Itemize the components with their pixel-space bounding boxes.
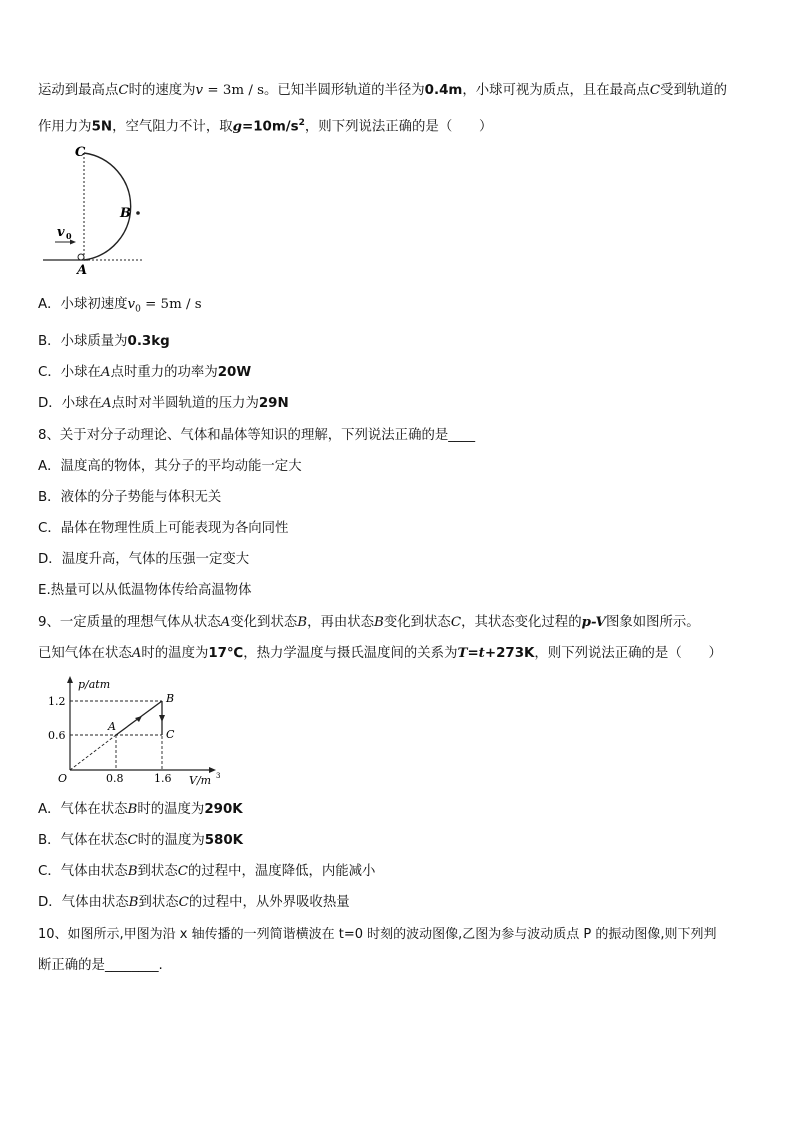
label-v0-sub: 0 bbox=[66, 231, 72, 241]
q9-option-c: C．气体由状态B到状态C的过程中，温度降低，内能减小 bbox=[38, 864, 376, 879]
point-c-label: C bbox=[166, 728, 175, 741]
ball-icon bbox=[78, 254, 84, 260]
label-c: C bbox=[75, 145, 86, 160]
point-b-label: B bbox=[166, 692, 175, 705]
y-axis-arrow-icon bbox=[67, 676, 73, 683]
q10-stem-line-1: 10、如图所示,甲图为沿 x 轴传播的一列简谐横波在 t=0 时刻的波动图像,乙图为参与波动质点 P 的振动图像,则下列判 bbox=[38, 927, 717, 942]
q7-stem-line-2: 作用力为5N，空气阻力不计，取$g=10m/s^2$，则下列说法正确的是（ ） bbox=[38, 118, 493, 135]
q8-option-a: A．温度高的物体，其分子的平均动能一定大 bbox=[38, 459, 302, 474]
q9-stem-line-2: 已知气体在状态A时的温度为17℃，热力学温度与摄氏温度间的关系为T=t+273K，则下列说法正确的是（ ） bbox=[38, 645, 722, 661]
x-tick-1.6: 1.6 bbox=[154, 772, 172, 785]
x-tick-0.8: 0.8 bbox=[106, 772, 124, 785]
x-axis-label: V/m bbox=[189, 774, 212, 787]
origin-label: O bbox=[58, 772, 68, 785]
q9-option-d: D．气体由状态B到状态C的过程中，从外界吸收热量 bbox=[38, 895, 350, 910]
x-axis-arrow-icon bbox=[209, 767, 216, 773]
q8-stem: 8、关于对分子动理论、气体和晶体等知识的理解，下列说法正确的是____ bbox=[38, 428, 476, 443]
y-tick-0.6: 0.6 bbox=[48, 729, 66, 742]
q7-stem-line-1: 运动到最高点C时的速度为v = 3m / s。已知半圆形轨道的半径为0.4m，小球可视为质点，且在最高点C受到轨道的 bbox=[38, 83, 728, 98]
q9-stem-line-1: 9、一定质量的理想气体从状态A变化到状态B，再由状态B变化到状态C，其状态变化过程的p-V图象如图所示。 bbox=[38, 614, 700, 630]
point-a-label: A bbox=[108, 720, 116, 733]
arrow-b-c-icon bbox=[159, 715, 165, 722]
q7-semicircle-track-figure bbox=[40, 143, 150, 278]
y-axis-label: p/atm bbox=[78, 678, 111, 691]
q7-option-b: B．小球质量为0.3kg bbox=[38, 334, 170, 349]
label-a: A bbox=[77, 263, 88, 278]
label-b: B bbox=[120, 206, 131, 221]
y-tick-1.2: 1.2 bbox=[48, 695, 66, 708]
q8-option-e: E.热量可以从低温物体传给高温物体 bbox=[38, 583, 252, 598]
label-v0: v bbox=[57, 225, 65, 240]
q7-option-d: D．小球在A点时对半圆轨道的压力为29N bbox=[38, 396, 289, 411]
origin-to-a-dashed bbox=[70, 735, 116, 770]
q9-option-b: B．气体在状态C时的温度为580K bbox=[38, 833, 244, 848]
q9-option-a: A．气体在状态B时的温度为290K bbox=[38, 802, 243, 817]
q7-option-a: A．小球初速度$v_0 = 5m / s$ bbox=[38, 297, 202, 315]
x-axis-label-sup: 3 bbox=[216, 772, 221, 780]
q9-pv-graph bbox=[40, 674, 230, 790]
point-b-dot bbox=[136, 211, 140, 215]
arrow-a-b-icon bbox=[135, 716, 142, 722]
q10-stem-line-2: 断正确的是________. bbox=[38, 958, 163, 973]
q8-option-c: C．晶体在物理性质上可能表现为各向同性 bbox=[38, 521, 289, 536]
q8-option-d: D．温度升高，气体的压强一定变大 bbox=[38, 552, 250, 567]
q8-option-b: B．液体的分子势能与体积无关 bbox=[38, 490, 222, 505]
q7-option-c: C．小球在A点时重力的功率为20W bbox=[38, 365, 252, 380]
